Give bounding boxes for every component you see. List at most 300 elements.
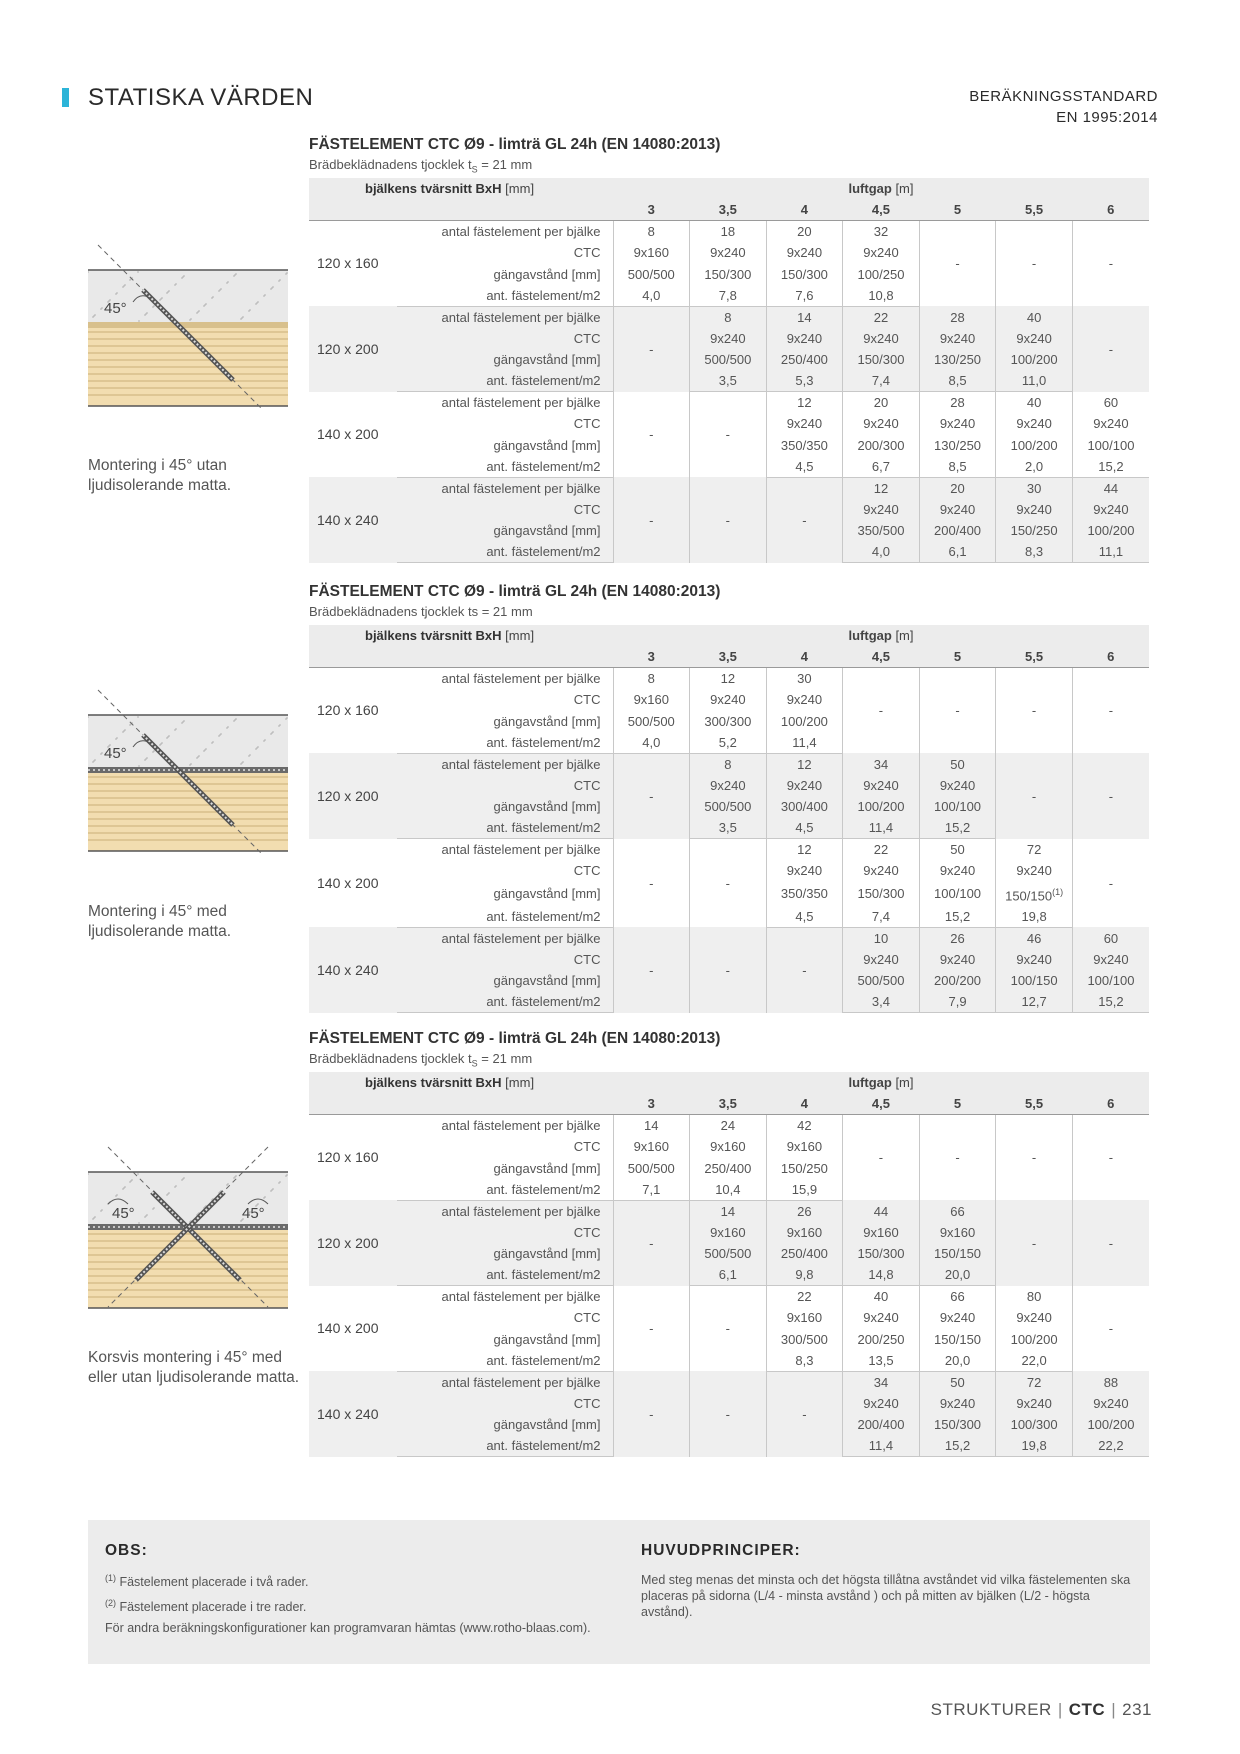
table-cell-empty: - — [996, 668, 1073, 754]
section-label: bjälkens tvärsnitt BxH [mm] — [365, 1075, 535, 1091]
table-cell: 9x240 — [919, 1307, 996, 1328]
table-row — [309, 1115, 1149, 1137]
table-cell-empty: - — [919, 1115, 996, 1201]
table-cell: 4,0 — [613, 732, 690, 754]
table-cell: 9x240 — [766, 689, 843, 710]
calculation-standard — [969, 86, 1158, 128]
table-cell-empty: - — [766, 927, 843, 1013]
table-cell: 9x240 — [1072, 949, 1149, 970]
table-cell: 5,2 — [690, 732, 767, 754]
section-label: bjälkens tvärsnitt BxH [mm] — [365, 181, 535, 197]
table-cell: 9x240 — [996, 860, 1073, 881]
table-cell-empty: - — [1072, 839, 1149, 928]
gap-value: 4,5 — [843, 199, 920, 221]
table-cell: 300/500 — [766, 1329, 843, 1350]
table-cell: 9x160 — [690, 1222, 767, 1243]
table-cell: 7,4 — [843, 906, 920, 928]
row-label: antal fästelement per bjälke — [441, 671, 601, 687]
table-cell-empty: - — [690, 477, 767, 563]
table-cell: 100/250 — [843, 264, 920, 285]
table-cell: 8,3 — [766, 1350, 843, 1372]
table-cell: 7,6 — [766, 285, 843, 307]
table-cell-empty: - — [919, 668, 996, 754]
table-cell-empty: - — [1072, 1286, 1149, 1372]
gap-value: 4 — [766, 646, 843, 668]
table-cell: 4,5 — [766, 906, 843, 928]
row-label: ant. fästelement/m2 — [397, 991, 613, 1013]
table-cell: 32 — [843, 221, 920, 243]
table-cell: 60 — [1072, 927, 1149, 949]
table-cell: 19,8 — [996, 906, 1073, 928]
table-cell: 500/500 — [613, 1158, 690, 1179]
table-cell: 3,4 — [843, 991, 920, 1013]
table-cell: 9x240 — [766, 328, 843, 349]
table-cell: 8 — [690, 753, 767, 775]
table-cell: 50 — [919, 839, 996, 861]
row-label: CTC — [573, 777, 601, 793]
table-cell: 8,3 — [996, 541, 1073, 563]
table-cell: 72 — [996, 839, 1073, 861]
angle-label: 45° — [242, 1205, 265, 1222]
table-cell: 500/500 — [690, 796, 767, 817]
table-cell: 150/150 — [919, 1329, 996, 1350]
table-cell-empty: - — [996, 753, 1073, 839]
table-cell: 500/500 — [613, 711, 690, 732]
row-label: ant. fästelement/m2 — [397, 370, 613, 392]
header-row-gaps — [309, 646, 1149, 668]
row-label: antal fästelement per bjälke — [441, 1203, 601, 1219]
table-cell: 9x240 — [919, 775, 996, 796]
mounting-illustration — [88, 1142, 288, 1317]
notes-box — [88, 1520, 1150, 1664]
row-label: antal fästelement per bjälke — [441, 1118, 601, 1134]
gap-value: 5,5 — [996, 1093, 1073, 1115]
gap-value: 5 — [919, 1093, 996, 1115]
table-cell: 9x160 — [843, 1222, 920, 1243]
table-cell: 12 — [766, 753, 843, 775]
row-label: ant. fästelement/m2 — [397, 456, 613, 478]
table-cell: 9x240 — [1072, 413, 1149, 434]
row-label: CTC — [573, 330, 601, 346]
table-cell: 72 — [996, 1371, 1073, 1393]
size-group — [309, 668, 1149, 754]
table-cell: 150/300 — [766, 264, 843, 285]
table-cell: 9x160 — [766, 1307, 843, 1328]
table-cell: 44 — [843, 1200, 920, 1222]
table-cell: 500/500 — [843, 970, 920, 991]
row-label: gängavstånd [mm] — [493, 352, 601, 368]
table-cell: 15,2 — [919, 906, 996, 928]
table-cell: 9x240 — [843, 328, 920, 349]
row-label: CTC — [573, 1310, 601, 1326]
static-values-table — [309, 1072, 1149, 1457]
table-cell: 250/400 — [690, 1158, 767, 1179]
angle-label: 45° — [104, 745, 127, 762]
row-label: gängavstånd [mm] — [493, 973, 601, 989]
screw-illustration-svg — [88, 685, 288, 860]
table-cell: 300/400 — [766, 796, 843, 817]
principles-title: HUVUDPRINCIPER: — [641, 1542, 801, 1559]
table-cell: 9x240 — [843, 413, 920, 434]
row-label: gängavstånd [mm] — [493, 1417, 601, 1433]
angle-label: 45° — [104, 300, 127, 317]
table-cell: 6,1 — [690, 1264, 767, 1286]
page-number: 231 — [1122, 1700, 1152, 1719]
table-subtitle: Brädbeklädnadens tjocklek $t_S = 21$ mm — [309, 157, 533, 175]
table-cell: 9x240 — [843, 499, 920, 520]
gap-value: 5,5 — [996, 646, 1073, 668]
static-values-table — [309, 625, 1149, 1013]
table-cell: 150/250 — [766, 1158, 843, 1179]
table-cell: 2,0 — [996, 456, 1073, 478]
table-cell: 100/200 — [996, 1329, 1073, 1350]
cross-section-size: 120 x 200 — [317, 340, 379, 357]
table-title: FÄSTELEMENT CTC Ø9 - limträ GL 24h (EN 14080:2013) — [309, 136, 721, 153]
table-cell-empty: - — [690, 1286, 767, 1372]
table-cell: 500/500 — [613, 264, 690, 285]
gap-label: luftgap [m] — [848, 181, 914, 197]
table-cell: 100/200 — [1072, 520, 1149, 541]
table-cell: 9x240 — [919, 499, 996, 520]
table-cell: 15,2 — [919, 1435, 996, 1457]
row-label: gängavstånd [mm] — [493, 523, 601, 539]
table-cell: 40 — [996, 392, 1073, 414]
table-cell: 66 — [919, 1200, 996, 1222]
table-cell: 9x240 — [996, 499, 1073, 520]
row-label: gängavstånd [mm] — [493, 886, 601, 902]
table-cell: 200/400 — [843, 1414, 920, 1435]
gap-value: 3 — [613, 1093, 690, 1115]
table-cell: 9x240 — [766, 242, 843, 263]
section-label: bjälkens tvärsnitt BxH [mm] — [365, 628, 535, 644]
gap-value: 3 — [613, 199, 690, 221]
table-cell: 20,0 — [919, 1264, 996, 1286]
table-cell: 8,5 — [919, 456, 996, 478]
table-cell: 9,8 — [766, 1264, 843, 1286]
row-label: CTC — [573, 692, 601, 708]
row-label: ant. fästelement/m2 — [397, 1264, 613, 1286]
table-cell: 34 — [843, 1371, 920, 1393]
size-group — [309, 927, 1149, 1013]
table-cell: 20 — [766, 221, 843, 243]
table-cell: 6,7 — [843, 456, 920, 478]
row-label: gängavstånd [mm] — [493, 713, 601, 729]
table-cell: 6,1 — [919, 541, 996, 563]
table-cell: 9x160 — [766, 1136, 843, 1157]
table-cell: 46 — [996, 927, 1073, 949]
table-cell: 11,4 — [843, 817, 920, 839]
mounting-caption: Korsvis montering i 45° med eller utan ljudisolerande matta. — [88, 1349, 300, 1386]
table-cell: 88 — [1072, 1371, 1149, 1393]
table-cell: 300/300 — [690, 711, 767, 732]
table-cell-empty: - — [613, 392, 690, 478]
table-cell: 200/250 — [843, 1329, 920, 1350]
table-cell: 10,4 — [690, 1179, 767, 1201]
table-cell: 22 — [766, 1286, 843, 1308]
table-title: FÄSTELEMENT CTC Ø9 - limträ GL 24h (EN 14080:2013) — [309, 583, 721, 600]
row-label: gängavstånd [mm] — [493, 437, 601, 453]
table-cell: 9x240 — [843, 775, 920, 796]
table-cell: 9x240 — [996, 328, 1073, 349]
gap-value: 3 — [613, 646, 690, 668]
mounting-illustration — [88, 685, 288, 860]
table-cell: 28 — [919, 306, 996, 328]
table-cell: 9x240 — [919, 949, 996, 970]
table-subtitle: Brädbeklädnadens tjocklek ts = 21 mm — [309, 604, 533, 619]
angle-label: 45° — [112, 1205, 135, 1222]
accent-bar — [62, 88, 69, 107]
table-cell-empty: - — [996, 1115, 1073, 1201]
table-cell: 9x240 — [766, 413, 843, 434]
row-label: antal fästelement per bjälke — [441, 395, 601, 411]
table-cell-empty: - — [766, 477, 843, 563]
table-cell: 9x240 — [919, 1393, 996, 1414]
row-label: antal fästelement per bjälke — [441, 309, 601, 325]
table-cell: 9x240 — [843, 860, 920, 881]
table-cell: 9x240 — [843, 949, 920, 970]
table-cell: 150/250 — [996, 520, 1073, 541]
table-cell-empty: - — [996, 221, 1073, 307]
table-cell: 100/200 — [1072, 1414, 1149, 1435]
table-cell: 50 — [919, 753, 996, 775]
obs-title: OBS: — [105, 1542, 148, 1559]
table-cell: 26 — [766, 1200, 843, 1222]
gap-value: 5,5 — [996, 199, 1073, 221]
table-cell: 9x240 — [843, 242, 920, 263]
table-row — [309, 392, 1149, 414]
table-row — [309, 1200, 1149, 1222]
gap-value: 3,5 — [690, 646, 767, 668]
header-row-gaps — [309, 199, 1149, 221]
row-label: CTC — [573, 1395, 601, 1411]
row-label: antal fästelement per bjälke — [441, 1374, 601, 1390]
table-cell: 15,2 — [1072, 991, 1149, 1013]
header-row-1 — [309, 178, 1149, 199]
standard-line-1: BERÄKNINGSSTANDARD — [969, 88, 1158, 105]
size-group — [309, 753, 1149, 839]
gap-value: 6 — [1072, 1093, 1149, 1115]
table-cell: 100/300 — [996, 1414, 1073, 1435]
row-label: ant. fästelement/m2 — [397, 541, 613, 563]
cross-section-size: 140 x 200 — [317, 874, 379, 891]
mounting-caption: Montering i 45° utan ljudisolerande matta. — [88, 457, 232, 494]
table-cell: 3,5 — [690, 817, 767, 839]
static-values-table — [309, 178, 1149, 563]
table-cell: 100/100 — [919, 882, 996, 906]
table-row — [309, 328, 1149, 349]
table-cell-empty: - — [613, 1200, 690, 1286]
table-cell: 150/300 — [690, 264, 767, 285]
table-cell: 10,8 — [843, 285, 920, 307]
row-label: gängavstånd [mm] — [493, 1331, 601, 1347]
table-cell: 150/150 — [919, 1243, 996, 1264]
table-row — [309, 370, 1149, 392]
cross-section-size: 120 x 160 — [317, 255, 379, 272]
cross-section-size: 120 x 200 — [317, 1234, 379, 1251]
table-cell-empty: - — [690, 392, 767, 478]
table-cell: 9x240 — [690, 328, 767, 349]
gap-label: luftgap [m] — [848, 628, 914, 644]
gap-value: 4,5 — [843, 1093, 920, 1115]
table-cell-empty: - — [1072, 221, 1149, 307]
table-row — [309, 221, 1149, 243]
cross-section-size: 120 x 160 — [317, 1149, 379, 1166]
row-label: ant. fästelement/m2 — [397, 1435, 613, 1457]
table-cell: 30 — [766, 668, 843, 690]
gap-value: 6 — [1072, 646, 1149, 668]
table-cell: 9x160 — [613, 242, 690, 263]
cross-section-size: 140 x 200 — [317, 426, 379, 442]
gap-value: 4 — [766, 1093, 843, 1115]
row-label: antal fästelement per bjälke — [441, 756, 601, 772]
table-cell: 9x240 — [843, 1393, 920, 1414]
cross-section-size: 120 x 160 — [317, 702, 379, 719]
table-cell: 20 — [843, 392, 920, 414]
table-cell: 500/500 — [690, 349, 767, 370]
gap-label: luftgap [m] — [848, 1075, 914, 1091]
table-cell: 12,7 — [996, 991, 1073, 1013]
row-label: gängavstånd [mm] — [493, 799, 601, 815]
table-row — [309, 1371, 1149, 1393]
table-cell: 11,4 — [766, 732, 843, 754]
table-cell: 100/200 — [996, 435, 1073, 456]
table-cell: 80 — [996, 1286, 1073, 1308]
table-cell: 8 — [613, 221, 690, 243]
table-cell: 100/100 — [1072, 970, 1149, 991]
table-cell: 11,0 — [996, 370, 1073, 392]
table-cell: 26 — [919, 927, 996, 949]
table-cell: 12 — [690, 668, 767, 690]
table-cell: 100/100 — [919, 796, 996, 817]
table-cell-empty: - — [613, 477, 690, 563]
table-cell: 9x240 — [996, 413, 1073, 434]
table-cell: 9x240 — [996, 949, 1073, 970]
table-row — [309, 668, 1149, 690]
table-cell: 7,9 — [919, 991, 996, 1013]
table-cell: 130/250 — [919, 435, 996, 456]
table-cell: 8,5 — [919, 370, 996, 392]
row-label: antal fästelement per bjälke — [441, 224, 601, 240]
table-cell: 22 — [843, 306, 920, 328]
table-cell-empty: - — [690, 839, 767, 928]
table-cell: 66 — [919, 1286, 996, 1308]
table-cell-empty: - — [1072, 1115, 1149, 1201]
table-row — [309, 753, 1149, 775]
footnote-marker: (1) — [1052, 886, 1064, 897]
table-cell: 9x160 — [613, 689, 690, 710]
table-cell: 8 — [690, 306, 767, 328]
table-cell: 20 — [919, 477, 996, 499]
table-cell: 150/300 — [843, 882, 920, 906]
table-cell: 60 — [1072, 392, 1149, 414]
table-cell: 9x240 — [690, 242, 767, 263]
table-cell: 18 — [690, 221, 767, 243]
table-cell: 200/300 — [843, 435, 920, 456]
table-cell: 4,0 — [613, 285, 690, 307]
table-cell: 150/300 — [843, 1243, 920, 1264]
row-label: antal fästelement per bjälke — [441, 480, 601, 496]
table-cell: 7,4 — [843, 370, 920, 392]
table-cell: 12 — [843, 477, 920, 499]
table-cell: 350/500 — [843, 520, 920, 541]
gap-value: 5 — [919, 646, 996, 668]
page-title: STATISKA VÄRDEN — [88, 84, 314, 111]
table-cell: 9x240 — [766, 860, 843, 881]
table-cell: 150/150$^{(1)}$ — [996, 882, 1073, 906]
principles-text: Med steg menas det minsta och det högsta tillåtna avståndet vid vilka fästelementen ska placeras på sidorna (L/4 - minsta avstånd ) och på mitten av bjälken (L/2 - högsta avstånd). — [641, 1573, 1131, 1619]
table-cell: 200/200 — [919, 970, 996, 991]
table-cell: 10 — [843, 927, 920, 949]
gap-value: 3,5 — [690, 1093, 767, 1115]
table-cell: 22,0 — [996, 1350, 1073, 1372]
table-cell: 24 — [690, 1115, 767, 1137]
size-group — [309, 477, 1149, 563]
table-cell: 9x160 — [690, 1136, 767, 1157]
table-cell-empty: - — [843, 1115, 920, 1201]
row-label: CTC — [573, 951, 601, 967]
table-cell: 34 — [843, 753, 920, 775]
table-cell-empty: - — [613, 839, 690, 928]
header-row-1 — [309, 1072, 1149, 1093]
mounting-illustration — [88, 240, 288, 415]
table-row — [309, 477, 1149, 499]
header-row-1 — [309, 625, 1149, 646]
table-cell: 9x160 — [766, 1222, 843, 1243]
row-label: ant. fästelement/m2 — [397, 1350, 613, 1372]
table-cell: 9x240 — [996, 1307, 1073, 1328]
row-label: antal fästelement per bjälke — [441, 1289, 601, 1305]
table-cell: 44 — [1072, 477, 1149, 499]
table-cell: 9x240 — [996, 1393, 1073, 1414]
size-group — [309, 839, 1149, 928]
row-label: ant. fästelement/m2 — [397, 1179, 613, 1201]
table-cell: 8 — [613, 668, 690, 690]
row-label: gängavstånd [mm] — [493, 1160, 601, 1176]
table-cell: 9x240 — [1072, 1393, 1149, 1414]
table-cell: 28 — [919, 392, 996, 414]
cross-section-size: 140 x 240 — [317, 1405, 379, 1422]
mounting-caption: Montering i 45° med ljudisolerande matta. — [88, 903, 232, 940]
table-cell-empty: - — [1072, 1200, 1149, 1286]
table-cell: 11,1 — [1072, 541, 1149, 563]
table-cell: 250/400 — [766, 1243, 843, 1264]
row-label: CTC — [573, 863, 601, 879]
table-cell: 4,5 — [766, 817, 843, 839]
table-cell: 15,2 — [1072, 456, 1149, 478]
screw-illustration-svg — [88, 1142, 288, 1317]
table-cell: 4,0 — [843, 541, 920, 563]
table-cell: 12 — [766, 839, 843, 861]
table-cell: 150/300 — [843, 349, 920, 370]
table-cell: 15,9 — [766, 1179, 843, 1201]
table-cell: 350/350 — [766, 882, 843, 906]
table-cell-empty: - — [613, 927, 690, 1013]
table-cell: 100/100 — [1072, 435, 1149, 456]
table-subtitle: Brädbeklädnadens tjocklek $t_S = 21$ mm — [309, 1051, 533, 1069]
table-cell: 14 — [690, 1200, 767, 1222]
table-cell: 100/200 — [766, 711, 843, 732]
header-row-gaps — [309, 1093, 1149, 1115]
gap-value: 6 — [1072, 199, 1149, 221]
size-group — [309, 1200, 1149, 1286]
table-cell: 20,0 — [919, 1350, 996, 1372]
table-cell: 7,1 — [613, 1179, 690, 1201]
table-title: FÄSTELEMENT CTC Ø9 - limträ GL 24h (EN 14080:2013) — [309, 1030, 721, 1047]
table-cell: 150/300 — [919, 1414, 996, 1435]
table-cell: 100/150 — [996, 970, 1073, 991]
row-label: antal fästelement per bjälke — [441, 842, 601, 858]
table-cell: 19,8 — [996, 1435, 1073, 1457]
